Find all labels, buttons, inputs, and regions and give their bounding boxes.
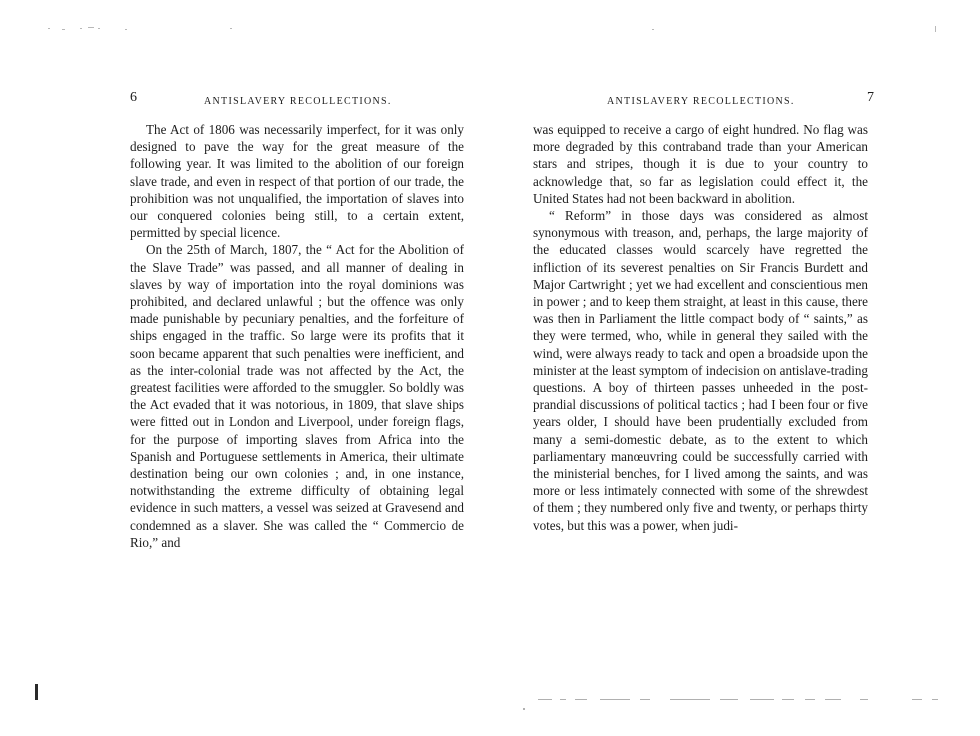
scan-specks-top xyxy=(40,22,940,36)
left-page xyxy=(120,92,466,551)
right-page xyxy=(527,90,874,534)
paragraph: was equipped to receive a cargo of eight hundred. No flag was more degraded by this contraband trade than your American stars and stripes, though it is due to your country to acknowledge that, so far as legislation could effect it, the United States had not been backward in abolition. xyxy=(533,122,868,206)
paragraph: “ Reform” in those days was considered as almost synonymous with treason, and, perhaps, the large majority of the educated classes would scarcely have regretted the infliction of its severest penalties on Sir Francis Burdett and Major Cartwright ; yet we had excellent and conscientious men in power ; and to keep them straight, at least in this cause, there was then in Parliament the little compact body of “ saints,” as they were termed, who, while in general they sailed with the wind, were always ready to tack and open a broadside upon the minister at the least symptom of indecision on antislave-trading questions. A boy of thirteen passes unheeded in the post-prandial discussions of political tactics ; had I been four or five years older, I should have been prudentially excluded from many a semi-domestic debate, as to the extent to which parliamentary manœuvring could be successfully carried with the ministerial benches, for I lived among the saints, and was more or less intimately connected with some of the shrewdest of them ; they numbered only five and twenty, or perhaps thirty votes, but this was a power, when judi- xyxy=(533,208,868,533)
paragraph: The Act of 1806 was necessarily imperfect, for it was only designed to pave the way for the great measure of the following year. It was limited to the abolition of our foreign slave trade, and even in respect of that portion of our trade, the prohibition was not unqualified, the importation of slaves into our conquered colonies being still, to a certain extent, permitted by special licence. xyxy=(130,122,464,241)
running-head-title: ANTISLAVERY RECOLLECTIONS. xyxy=(607,96,795,107)
paragraph: On the 25th of March, 1807, the “ Act for the Abolition of the Slave Trade” was passed, and all manner of dealing in slaves by way of importation into the royal dominions was prohibited, and declared unlawful ; but the offence was only made punishable by pecuniary penalties, and the forfeiture of ships engaged in the traffic. So large were its profits that it soon became apparent that such penalties were inefficient, and as the inter-colonial trade was not affected by the Act, the greatest facilities were afforded to the smuggler. So boldly was the Act evaded that it was notorious, in 1809, that slave ships were fitted out in London and Liverpool, under foreign flags, for the purpose of importing slaves from Africa into the Spanish and Portuguese settlements in America, their ultimate destination being our own colonies ; and, in one instance, notwithstanding the extreme difficulty of obtaining legal evidence in such matters, a vessel was seized at Gravesend and condemned as a slaver. She was called the “ Commercio de Rio,” and xyxy=(130,242,464,550)
page-number: 7 xyxy=(867,90,874,105)
scan-specks-bottom xyxy=(520,694,960,714)
running-head-title: ANTISLAVERY RECOLLECTIONS. xyxy=(204,96,392,107)
left-running-head xyxy=(120,92,466,116)
page-number: 6 xyxy=(130,90,137,105)
scan-edge-mark xyxy=(35,684,38,700)
right-running-head xyxy=(527,90,874,116)
